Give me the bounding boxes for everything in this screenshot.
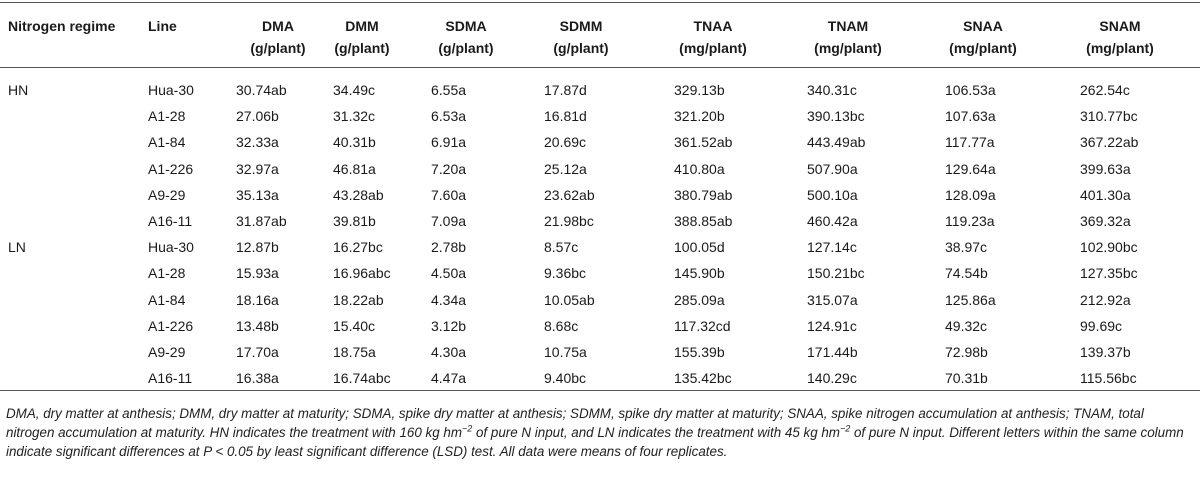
cell-sdmm: 16.81d (544, 108, 587, 125)
cell-snam: 310.77bc (1080, 108, 1138, 125)
cell-tnaa: 361.52ab (674, 134, 733, 151)
cell-sdmm: 21.98bc (544, 213, 594, 229)
cell-dmm: 39.81b (333, 213, 376, 229)
line-name: A9-29 (148, 344, 186, 360)
cell-dmm: 34.49c (333, 82, 376, 98)
line-name: A1-28 (148, 265, 186, 282)
cell-dmm: 40.31b (333, 134, 376, 151)
cell-sdma: 3.12b (431, 317, 467, 334)
footnote-text-3: of pure N input. Different letters within the same column indicate significant differences at P < 0.05 by least significant difference (LSD) test. All data were means of four replicates. (6, 425, 1184, 459)
cell-sdmm: 23.62ab (544, 186, 595, 203)
cell-snam: 139.37b (1080, 344, 1131, 360)
header-snaa: SNAA (963, 18, 1003, 34)
cell-snaa: 119.23a (945, 213, 995, 229)
cell-sdmm: 8.57c (544, 239, 579, 256)
cell-dmm: 18.75a (333, 344, 376, 360)
line-name: A1-28 (148, 108, 186, 125)
cell-sdmm: 20.69c (544, 134, 587, 151)
cell-sdma: 6.53a (431, 108, 467, 125)
header-sdma: SDMA (445, 18, 487, 34)
cell-sdma: 4.30a (431, 344, 467, 360)
line-name: A9-29 (148, 186, 186, 203)
cell-dmm: 46.81a (333, 160, 376, 177)
cell-dma: 27.06b (236, 108, 279, 125)
header-nitrogen-regime: Nitrogen regime (8, 18, 116, 34)
cell-dma: 15.93a (236, 265, 279, 282)
header-unit: (g/plant) (250, 40, 306, 56)
footnote-superscript-1: −2 (462, 423, 473, 434)
cell-tnam: 443.49ab (807, 134, 866, 151)
cell-sdma: 7.09a (431, 213, 467, 229)
cell-snaa: 70.31b (945, 370, 988, 387)
cell-snaa: 117.77a (945, 134, 995, 151)
cell-tnam: 140.29c (807, 370, 857, 387)
cell-snaa: 125.86a (945, 291, 996, 308)
cell-tnam: 150.21bc (807, 265, 865, 282)
cell-snaa: 107.63a (945, 108, 996, 125)
cell-snam: 212.92a (1080, 291, 1131, 308)
header-unit: (g/plant) (334, 40, 390, 56)
cell-sdma: 4.50a (431, 265, 467, 282)
cell-tnam: 460.42a (807, 213, 858, 229)
footnote-text-2: of pure N input, and LN indicates the treatment with 45 kg hm (472, 425, 840, 440)
cell-tnam: 171.44b (807, 344, 858, 360)
cell-dma: 12.87b (236, 239, 279, 256)
cell-sdma: 6.55a (431, 82, 467, 98)
top-rule (0, 2, 1200, 3)
cell-tnaa: 388.85ab (674, 213, 733, 229)
cell-dma: 30.74ab (236, 82, 287, 98)
regime-label: HN (8, 82, 29, 98)
header-dmm: DMM (345, 18, 379, 34)
cell-snaa: 106.53a (945, 82, 996, 98)
line-name: A1-226 (148, 160, 194, 177)
header-unit: (g/plant) (438, 40, 494, 56)
header-tnaa: TNAA (693, 18, 733, 34)
line-name: Hua-30 (148, 82, 194, 98)
cell-sdma: 4.47a (431, 370, 467, 387)
cell-tnam: 124.91c (807, 317, 857, 334)
cell-snam: 115.56bc (1080, 370, 1137, 387)
cell-sdmm: 10.75a (544, 344, 587, 360)
cell-dmm: 43.28ab (333, 186, 384, 203)
cell-dma: 35.13a (236, 186, 279, 203)
header-unit: (mg/plant) (814, 40, 882, 56)
header-dma: DMA (262, 18, 294, 34)
cell-sdma: 7.20a (431, 160, 467, 177)
header-unit: (mg/plant) (1086, 40, 1154, 56)
line-name: Hua-30 (148, 239, 194, 256)
cell-sdmm: 8.68c (544, 317, 579, 334)
cell-tnaa: 100.05d (674, 239, 725, 256)
cell-sdma: 4.34a (431, 291, 467, 308)
cell-dma: 13.48b (236, 317, 279, 334)
cell-sdmm: 9.36bc (544, 265, 587, 282)
cell-tnaa: 321.20b (674, 108, 725, 125)
cell-snam: 401.30a (1080, 186, 1131, 203)
line-name: A1-226 (148, 317, 194, 334)
line-name: A16-11 (148, 213, 193, 229)
cell-sdmm: 9.40bc (544, 370, 587, 387)
table-footnote (6, 404, 1194, 461)
cell-snaa: 49.32c (945, 317, 988, 334)
cell-tnaa: 155.39b (674, 344, 725, 360)
cell-tnaa: 117.32cd (674, 317, 731, 334)
cell-tnaa: 380.79ab (674, 186, 733, 203)
footnote-superscript-2: −2 (839, 423, 851, 434)
cell-snam: 367.22ab (1080, 134, 1139, 151)
cell-sdmm: 25.12a (544, 160, 587, 177)
cell-snaa: 38.97c (945, 239, 988, 256)
header-rule (0, 67, 1200, 68)
cell-snam: 262.54c (1080, 82, 1130, 98)
cell-dmm: 16.74abc (333, 370, 391, 387)
cell-tnam: 315.07a (807, 291, 858, 308)
cell-snaa: 74.54b (945, 265, 988, 282)
header-sdmm: SDMM (559, 18, 603, 34)
cell-dmm: 15.40c (333, 317, 376, 334)
cell-snam: 127.35bc (1080, 265, 1138, 282)
cell-dma: 32.33a (236, 134, 279, 151)
header-line: Line (148, 18, 177, 34)
cell-sdma: 2.78b (431, 239, 467, 256)
cell-sdmm: 17.87d (544, 82, 587, 98)
line-name: A16-11 (148, 370, 193, 387)
cell-dma: 31.87ab (236, 213, 287, 229)
regime-label: LN (8, 239, 26, 256)
header-unit: (g/plant) (553, 40, 609, 56)
cell-dmm: 18.22ab (333, 291, 384, 308)
header-snam: SNAM (1099, 18, 1141, 34)
cell-tnaa: 329.13b (674, 82, 725, 98)
header-tnam: TNAM (827, 18, 869, 34)
cell-dma: 32.97a (236, 160, 279, 177)
cell-tnam: 127.14c (807, 239, 857, 256)
cell-snam: 102.90bc (1080, 239, 1138, 256)
cell-dmm: 31.32c (333, 108, 376, 125)
line-name: A1-84 (148, 291, 186, 308)
cell-tnam: 507.90a (807, 160, 858, 177)
header-unit: (mg/plant) (949, 40, 1017, 56)
cell-sdmm: 10.05ab (544, 291, 595, 308)
footnote-text-1: DMA, dry matter at anthesis; DMM, dry matter at maturity; SDMA, spike dry matter at anthesis; SDMM, spike dry matter at maturity; SNAA, spike nitrogen accumulation at anthesis; TNAM, total nitrogen accumulation at maturity. HN indicates the treatment with 160 kg hm (6, 406, 1144, 440)
cell-snaa: 129.64a (945, 160, 996, 177)
cell-dma: 18.16a (236, 291, 279, 308)
cell-tnaa: 410.80a (674, 160, 725, 177)
cell-tnaa: 285.09a (674, 291, 725, 308)
cell-sdma: 6.91a (431, 134, 467, 151)
cell-tnam: 390.13bc (807, 108, 865, 125)
bottom-rule (0, 390, 1200, 391)
header-unit: (mg/plant) (679, 40, 747, 56)
cell-tnam: 340.31c (807, 82, 857, 98)
cell-dmm: 16.96abc (333, 265, 391, 282)
cell-snaa: 72.98b (945, 344, 988, 360)
cell-snam: 99.69c (1080, 317, 1123, 334)
line-name: A1-84 (148, 134, 186, 151)
cell-tnam: 500.10a (807, 186, 858, 203)
cell-snam: 369.32a (1080, 213, 1131, 229)
cell-sdma: 7.60a (431, 186, 467, 203)
cell-tnaa: 135.42bc (674, 370, 732, 387)
cell-dma: 16.38a (236, 370, 279, 387)
cell-dmm: 16.27bc (333, 239, 383, 256)
cell-snam: 399.63a (1080, 160, 1131, 177)
cell-dma: 17.70a (236, 344, 279, 360)
cell-tnaa: 145.90b (674, 265, 725, 282)
cell-snaa: 128.09a (945, 186, 996, 203)
